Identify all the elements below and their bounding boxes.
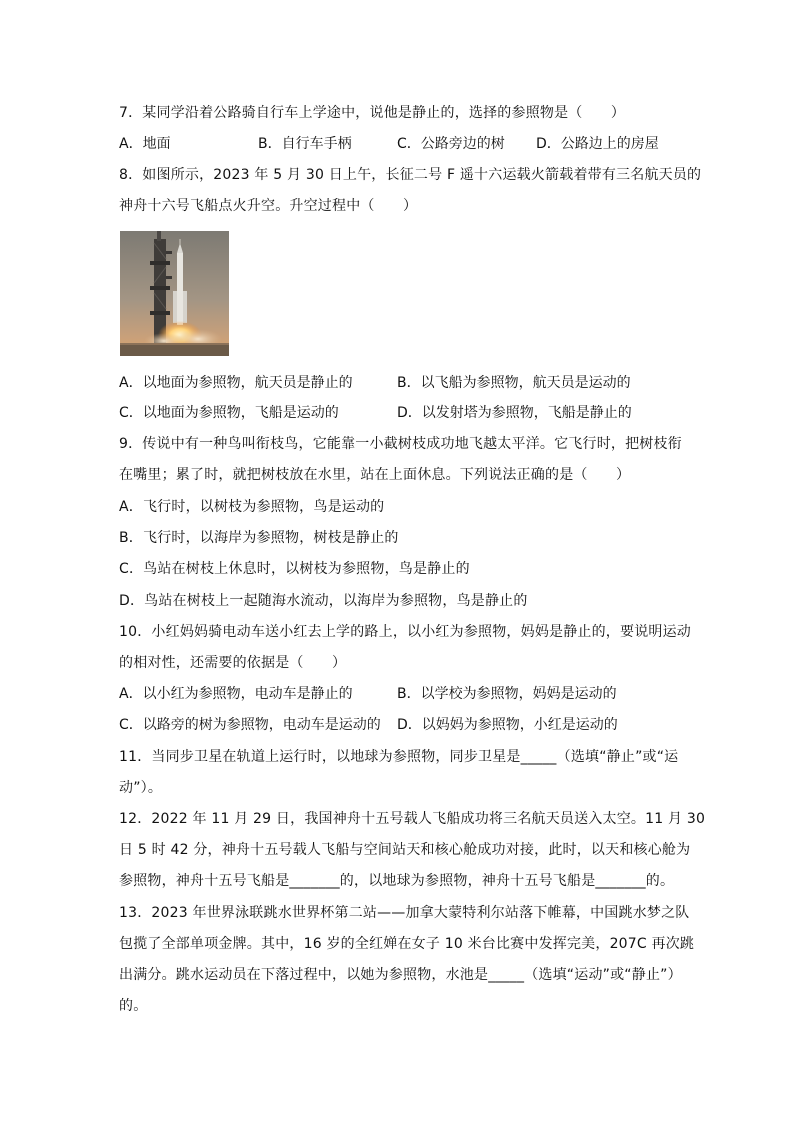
q12-line-1: 12．2022 年 11 月 29 日，我国神舟十五号载人飞船成功将三名航天员送入太空。11 月 30	[119, 811, 706, 827]
q10-stem-line-2: 的相对性，还需要的依据是（ ）	[119, 655, 347, 671]
q8-option-b: B．以飞船为参照物，航天员是运动的	[397, 375, 631, 391]
q8-option-d: D．以发射塔为参照物，飞船是静止的	[397, 405, 632, 421]
q11-line-1: 11．当同步卫星在轨道上运行时，以地球为参照物，同步卫星是_____（选填“静止”或“运	[119, 749, 679, 765]
q10-option-b: B．以学校为参照物，妈妈是运动的	[397, 686, 617, 702]
q12-line-2: 日 5 时 42 分，神舟十五号载人飞船与空间站天和核心舱成功对接，此时，以天和核心舱为	[119, 842, 691, 858]
q9-stem-line-1: 9．传说中有一种鸟叫衔枝鸟，它能靠一小截树枝成功地飞越太平洋。它飞行时，把树枝衔	[119, 436, 682, 452]
q10-stem-line-1: 10．小红妈妈骑电动车送小红去上学的路上，以小红为参照物，妈妈是静止的，要说明运动	[119, 624, 692, 640]
q13-line-1: 13．2023 年世界泳联跳水世界杯第二站——加拿大蒙特利尔站落下帷幕，中国跳水梦之队	[119, 905, 690, 921]
q7-option-a: A．地面	[119, 136, 171, 152]
q11-line-2: 动”）。	[119, 780, 163, 796]
q7-option-c: C．公路旁边的树	[397, 136, 505, 152]
q8-stem-line-2: 神舟十六号飞船点火升空。升空过程中（ ）	[119, 198, 418, 214]
q12-line-3: 参照物，神舟十五号飞船是_______的，以地球为参照物，神舟十五号飞船是_______的。	[119, 873, 675, 889]
q7-stem: 7．某同学沿着公路骑自行车上学途中，说他是静止的，选择的参照物是（ ）	[119, 105, 626, 121]
q9-stem-line-2: 在嘴里；累了时，就把树枝放在水里，站在上面休息。下列说法正确的是（ ）	[119, 467, 631, 483]
q13-line-2: 包揽了全部单项金牌。其中，16 岁的全红婵在女子 10 米台比赛中发挥完美，207C 再次跳	[119, 936, 695, 952]
q9-option-a: A．飞行时，以树枝为参照物，鸟是运动的	[119, 499, 385, 515]
rocket-launch-photo	[120, 231, 229, 356]
q9-option-d: D．鸟站在树枝上一起随海水流动，以海岸为参照物，鸟是静止的	[119, 593, 528, 609]
q10-option-c: C．以路旁的树为参照物，电动车是运动的	[119, 717, 381, 733]
q13-line-3: 出满分。跳水运动员在下落过程中，以她为参照物，水池是_____（选填“运动”或“静止”）	[119, 967, 682, 983]
q10-option-a: A．以小红为参照物，电动车是静止的	[119, 686, 353, 702]
q9-option-b: B．飞行时，以海岸为参照物，树枝是静止的	[119, 530, 399, 546]
q8-stem-line-1: 8．如图所示，2023 年 5 月 30 日上午，长征二号 F 遥十六运载火箭载着带有三名航天员的	[119, 167, 702, 183]
q13-line-4: 的。	[119, 998, 148, 1014]
q7-option-d: D．公路边上的房屋	[536, 136, 659, 152]
q8-option-a: A．以地面为参照物，航天员是静止的	[119, 375, 353, 391]
q10-option-d: D．以妈妈为参照物，小红是运动的	[397, 717, 618, 733]
q8-option-c: C．以地面为参照物，飞船是运动的	[119, 405, 339, 421]
q7-option-b: B．自行车手柄	[258, 136, 352, 152]
q9-option-c: C．鸟站在树枝上休息时，以树枝为参照物，鸟是静止的	[119, 561, 470, 577]
